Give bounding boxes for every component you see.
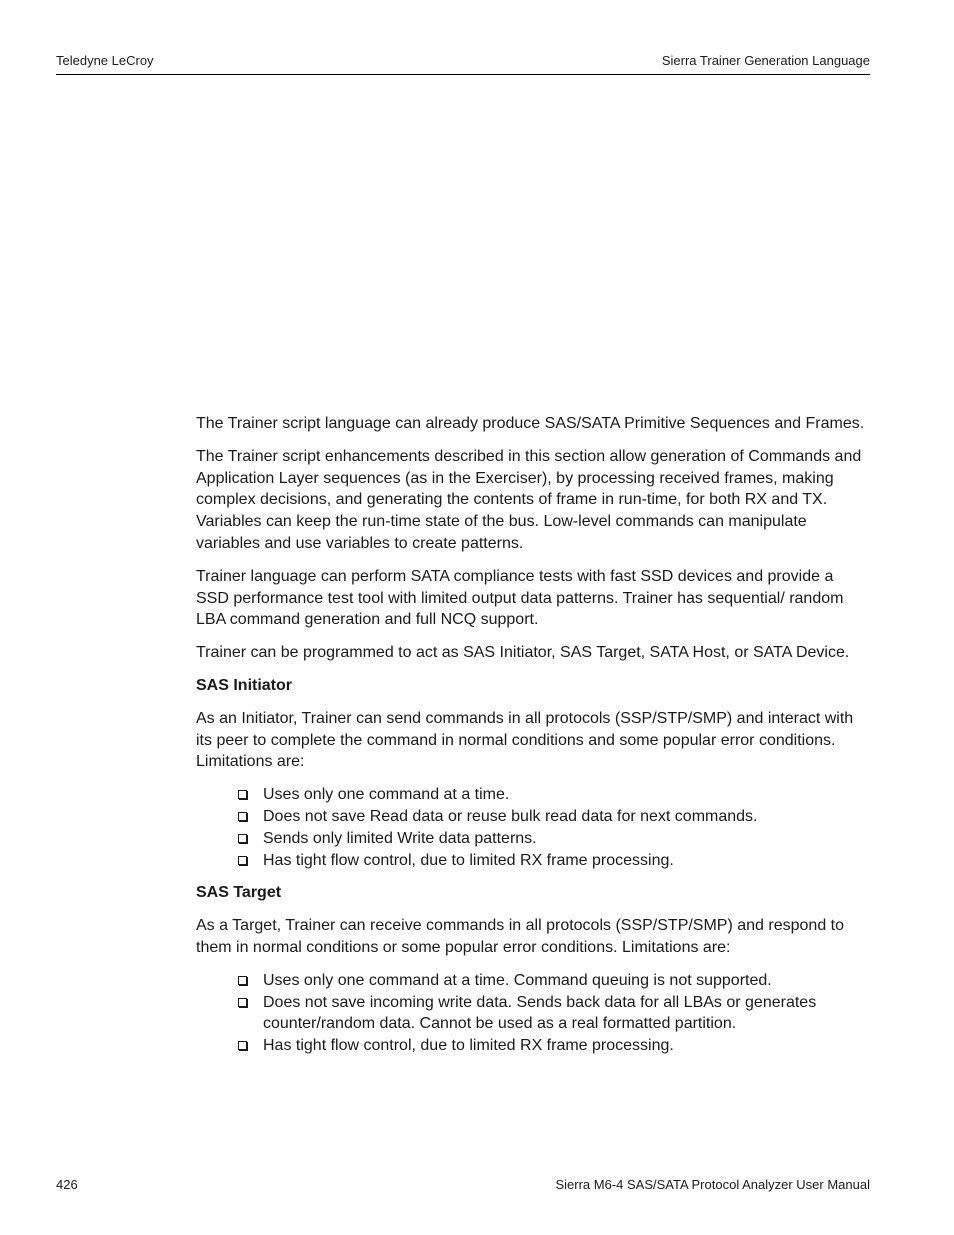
section-text-sas-target: As a Target, Trainer can receive commands in all protocols (SSP/STP/SMP) and respond to them in normal conditions or some popular error conditions. Limitations are: bbox=[196, 917, 844, 956]
list-item bbox=[263, 970, 870, 992]
header-chapter-title: Sierra Trainer Generation Language bbox=[661, 53, 870, 68]
section-heading-sas-target: SAS Target bbox=[196, 884, 282, 902]
header-divider bbox=[56, 74, 870, 75]
list-item-text: Has tight flow control, due to limited RX frame processing. bbox=[263, 1037, 674, 1055]
header-company: Teledyne LeCroy bbox=[56, 53, 154, 68]
list-item bbox=[263, 784, 870, 806]
checkbox-bullet-icon bbox=[238, 998, 247, 1007]
section-text-sas-initiator: As an Initiator, Trainer can send commands in all protocols (SSP/STP/SMP) and interact with its peer to complete the command in normal conditions and some popular error conditions. Limitations are: bbox=[196, 709, 854, 771]
checkbox-bullet-icon bbox=[238, 834, 247, 843]
list-item bbox=[263, 992, 870, 1036]
bullet-list-sas-target bbox=[196, 970, 870, 1057]
list-item bbox=[263, 806, 870, 828]
bullet-list-sas-initiator bbox=[196, 784, 870, 871]
list-item-text: Uses only one command at a time. Command queuing is not supported. bbox=[263, 971, 772, 989]
page-body bbox=[196, 413, 870, 1068]
checkbox-bullet-icon bbox=[238, 812, 247, 821]
paragraph: The Trainer script language can already produce SAS/SATA Primitive Sequences and Frames. bbox=[196, 415, 865, 432]
paragraph: Trainer can be programmed to act as SAS Initiator, SAS Target, SATA Host, or SATA Device. bbox=[196, 644, 850, 662]
page-number: 426 bbox=[56, 1177, 78, 1192]
checkbox-bullet-icon bbox=[238, 976, 247, 985]
list-item bbox=[263, 850, 870, 872]
footer-manual-title: Sierra M6-4 SAS/SATA Protocol Analyzer User Manual bbox=[555, 1177, 870, 1192]
list-item-text: Sends only limited Write data patterns. bbox=[263, 829, 537, 847]
paragraph: The Trainer script enhancements described in this section allow generation of Commands and Application Layer sequences (as in the Exerciser), by processing received frames, making complex decisions, and generating the contents of frame in run-time, for both RX and TX. Variables can keep the run-time state of the bus. Low-level commands can manipulate variables and use variables to create patterns. bbox=[196, 447, 862, 552]
paragraph: Trainer language can perform SATA compliance tests with fast SSD devices and provide a SSD performance test tool with limited output data patterns. Trainer has sequential/ random LBA command generation and full NCQ support. bbox=[196, 567, 844, 629]
list-item-text: Uses only one command at a time. bbox=[263, 786, 510, 804]
checkbox-bullet-icon bbox=[238, 1041, 247, 1050]
checkbox-bullet-icon bbox=[238, 790, 247, 799]
list-item-text: Does not save Read data or reuse bulk read data for next commands. bbox=[263, 807, 758, 825]
checkbox-bullet-icon bbox=[238, 856, 247, 865]
section-heading-sas-initiator: SAS Initiator bbox=[196, 676, 293, 694]
list-item bbox=[263, 828, 870, 850]
list-item bbox=[263, 1035, 870, 1057]
list-item-text: Does not save incoming write data. Sends back data for all LBAs or generates counter/random data. Cannot be used as a real formatted partition. bbox=[263, 993, 817, 1033]
list-item-text: Has tight flow control, due to limited RX frame processing. bbox=[263, 851, 674, 869]
